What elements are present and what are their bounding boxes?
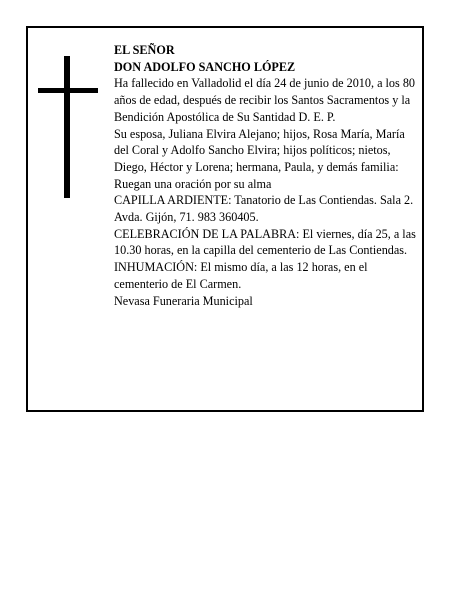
celebration-info: CELEBRACIÓN DE LA PALABRA: El viernes, día 25, a las 10.30 horas, en la capilla del cementerio de Las Contiendas.	[114, 226, 416, 258]
chapel-info: CAPILLA ARDIENTE: Tanatorio de Las Contiendas. Sala 2. Avda. Gijón, 71. 983 360405.	[114, 193, 414, 225]
cross-horizontal-bar	[38, 88, 98, 93]
funeral-home: Nevasa Funeraria Municipal	[114, 293, 253, 308]
obituary-notice	[26, 26, 424, 412]
burial-info: INHUMACIÓN: El mismo día, a las 12 horas, en el cementerio de El Carmen.	[114, 260, 368, 291]
prayer-request: Ruegan una oración por su alma	[114, 176, 272, 191]
death-announcement: Ha fallecido en Valladolid el día 24 de junio de 2010, a los 80 años de edad, después de recibir los Santos Sacramentos y la Bendición Apostólica de Su Santidad D. E. P.	[114, 76, 416, 124]
cross-vertical-bar	[64, 56, 70, 198]
deceased-name: DON ADOLFO SANCHO LÓPEZ	[114, 59, 296, 74]
family-members: Su esposa, Juliana Elvira Alejano; hijos, Rosa María, María del Coral y Adolfo Sancho Elvira; hijos políticos; nietos, Diego, Héctor y Lorena; hermana, Paula, y demás familia:	[114, 126, 405, 174]
notice-text	[114, 42, 422, 309]
notice-title-line1: EL SEÑOR	[114, 43, 175, 57]
cross-icon	[38, 56, 98, 198]
